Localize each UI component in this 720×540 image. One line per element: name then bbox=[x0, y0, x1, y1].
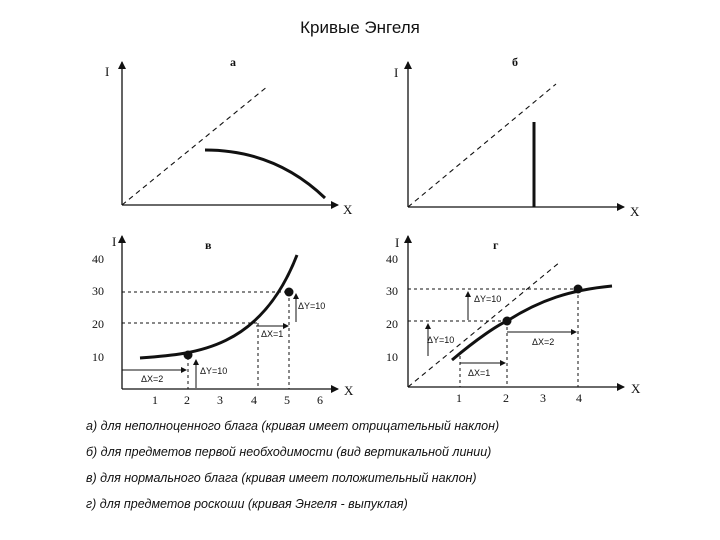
delta-y-label: ΔY=10 bbox=[298, 301, 326, 311]
x-tick-label: 3 bbox=[217, 393, 223, 407]
y-tick-label: 40 bbox=[92, 252, 104, 266]
x-tick-label: 5 bbox=[284, 393, 290, 407]
caption-v: в) для нормального блага (кривая имеет положительный наклон) bbox=[86, 471, 477, 485]
panel-v bbox=[92, 234, 354, 407]
x-axis-label: X bbox=[344, 383, 354, 398]
curve-point bbox=[285, 288, 294, 297]
x-tick-label: 4 bbox=[576, 391, 582, 405]
y-tick-label: 30 bbox=[92, 284, 104, 298]
y-tick-label: 20 bbox=[92, 317, 104, 331]
x-axis-label: X bbox=[630, 204, 640, 219]
delta-x-label: ΔX=1 bbox=[468, 368, 491, 378]
x-tick-label: 2 bbox=[184, 393, 190, 407]
engel-curve bbox=[140, 255, 297, 358]
delta-x-label: ΔX=2 bbox=[532, 337, 555, 347]
panel-g bbox=[386, 235, 641, 405]
panel-label: в bbox=[205, 238, 212, 252]
curve-point bbox=[574, 285, 583, 294]
delta-y-label: ΔY=10 bbox=[427, 335, 455, 345]
x-tick-label: 2 bbox=[503, 391, 509, 405]
y-axis-label: I bbox=[394, 65, 399, 80]
x-tick-label: 6 bbox=[317, 393, 323, 407]
y-axis-label: I bbox=[395, 235, 400, 250]
delta-x-label: ΔX=1 bbox=[261, 329, 284, 339]
diagonal-dashed-line bbox=[122, 86, 268, 205]
panel-a bbox=[105, 55, 353, 217]
x-tick-label: 4 bbox=[251, 393, 257, 407]
y-tick-label: 30 bbox=[386, 284, 398, 298]
caption-b: б) для предметов первой необходимости (вид вертикальной линии) bbox=[86, 445, 492, 459]
x-axis-label: X bbox=[343, 202, 353, 217]
y-tick-label: 10 bbox=[386, 350, 398, 364]
delta-y-label: ΔY=10 bbox=[474, 294, 502, 304]
y-axis-label: I bbox=[112, 234, 117, 249]
y-tick-label: 20 bbox=[386, 317, 398, 331]
x-tick-label: 1 bbox=[456, 391, 462, 405]
y-axis-label: I bbox=[105, 64, 110, 79]
panel-label: г bbox=[493, 238, 499, 252]
x-axis-label: X bbox=[631, 381, 641, 396]
curve-point bbox=[184, 351, 193, 360]
x-tick-label: 3 bbox=[540, 391, 546, 405]
y-tick-label: 10 bbox=[92, 350, 104, 364]
caption-g: г) для предметов роскоши (кривая Энгеля - выпуклая) bbox=[86, 497, 408, 511]
panel-b bbox=[394, 55, 640, 219]
caption-a: а) для неполноценного блага (кривая имеет отрицательный наклон) bbox=[86, 419, 500, 433]
page-title: Кривые Энгеля bbox=[300, 18, 420, 37]
y-tick-label: 40 bbox=[386, 252, 398, 266]
x-tick-label: 1 bbox=[152, 393, 158, 407]
caption-list bbox=[86, 418, 686, 522]
panel-label: а bbox=[230, 55, 236, 69]
delta-x-label: ΔX=2 bbox=[141, 374, 164, 384]
engel-curve bbox=[205, 150, 325, 198]
curve-point bbox=[503, 317, 512, 326]
panel-label: б bbox=[512, 55, 518, 69]
delta-y-label: ΔY=10 bbox=[200, 366, 228, 376]
